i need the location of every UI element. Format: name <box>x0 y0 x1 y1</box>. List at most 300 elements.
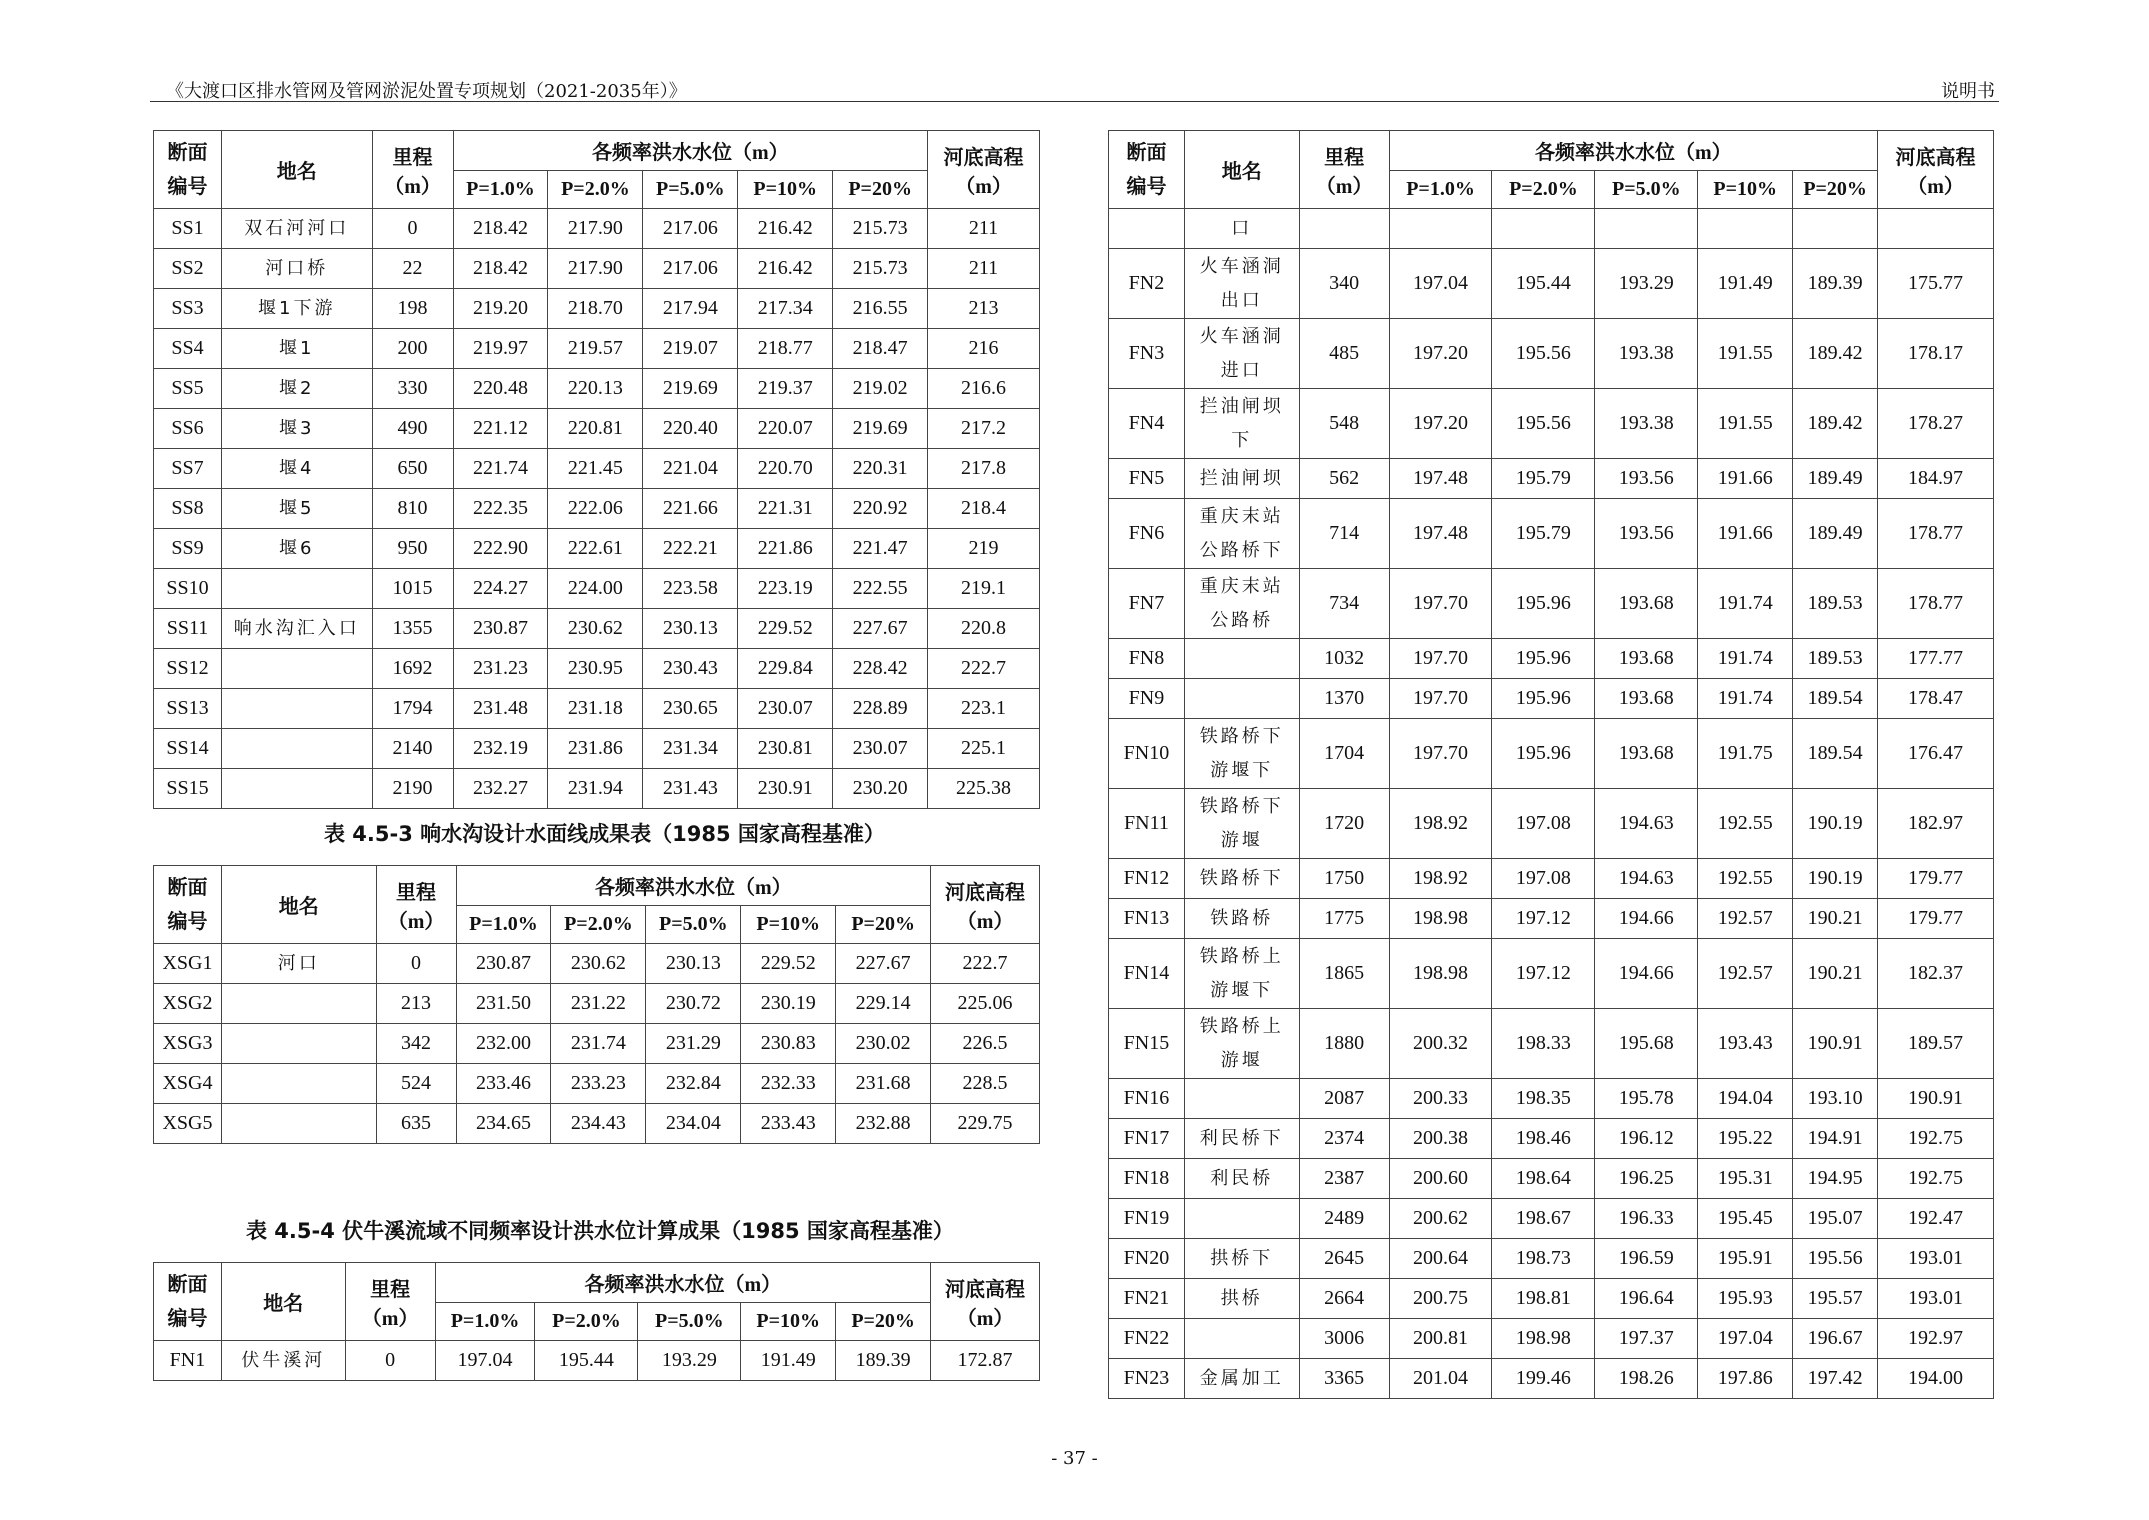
cell-value: 219.97 <box>453 329 548 369</box>
header-p20: P=20% <box>1793 171 1878 209</box>
cell-section: SS3 <box>154 289 222 329</box>
cell-value: 195.93 <box>1698 1279 1793 1319</box>
table-row <box>1109 249 1994 319</box>
cell-section: FN19 <box>1109 1199 1185 1239</box>
cell-value: 198.64 <box>1492 1159 1595 1199</box>
table-row <box>1109 939 1994 1009</box>
cell-value: 200.62 <box>1389 1199 1492 1239</box>
cell-value: 1015 <box>372 569 453 609</box>
cell-value: 191.66 <box>1698 499 1793 569</box>
cell-value: 222.61 <box>548 529 643 569</box>
cell-place <box>221 769 372 809</box>
cell-value: 342 <box>376 1024 456 1064</box>
header-level-group: 各频率洪水水位（m） <box>453 131 928 171</box>
header-p20: P=20% <box>833 171 928 209</box>
cell-value: 200.38 <box>1389 1119 1492 1159</box>
cell-value: 193.68 <box>1595 679 1698 719</box>
cell-value: 1720 <box>1299 789 1389 859</box>
cell-place <box>1184 1079 1299 1119</box>
cell-section <box>1109 209 1185 249</box>
header-p5: P=5.0% <box>1595 171 1698 209</box>
table-row <box>154 769 1040 809</box>
cell-section: FN22 <box>1109 1319 1185 1359</box>
table-row <box>1109 499 1994 569</box>
cell-value: 216.42 <box>738 249 833 289</box>
table-row <box>1109 789 1994 859</box>
cell-value: 195.68 <box>1595 1009 1698 1079</box>
cell-value: 192.75 <box>1878 1159 1994 1199</box>
cell-value: 194.95 <box>1793 1159 1878 1199</box>
cell-value: 221.47 <box>833 529 928 569</box>
header-bed-label: 河底高程 <box>1895 146 1976 169</box>
cell-value: 198.33 <box>1492 1009 1595 1079</box>
cell-value: 0 <box>372 209 453 249</box>
cell-value: 230.62 <box>551 944 646 984</box>
cell-value: 220.13 <box>548 369 643 409</box>
cell-value: 191.66 <box>1698 459 1793 499</box>
cell-value: 192.97 <box>1878 1319 1994 1359</box>
table-row <box>1109 1119 1994 1159</box>
cell-value: 197.48 <box>1389 499 1492 569</box>
cell-value: 192.75 <box>1878 1119 1994 1159</box>
cell-value: 3006 <box>1299 1319 1389 1359</box>
header-p10: P=10% <box>1698 171 1793 209</box>
cell-section: XSG1 <box>154 944 222 984</box>
cell-value: 193.38 <box>1595 319 1698 389</box>
cell-section: FN2 <box>1109 249 1185 319</box>
table-row <box>154 1064 1040 1104</box>
cell-value: 562 <box>1299 459 1389 499</box>
header-p1: P=1.0% <box>453 171 548 209</box>
table-row <box>1109 1159 1994 1199</box>
cell-value: 198.73 <box>1492 1239 1595 1279</box>
cell-value: 223.1 <box>928 689 1040 729</box>
table-fn1-water-levels <box>153 1262 1040 1381</box>
cell-value: 218.77 <box>738 329 833 369</box>
cell-value: 193.68 <box>1595 639 1698 679</box>
cell-value: 2387 <box>1299 1159 1389 1199</box>
cell-value: 950 <box>372 529 453 569</box>
cell-value: 231.50 <box>456 984 551 1024</box>
table-row <box>1109 1009 1994 1079</box>
cell-section: FN20 <box>1109 1239 1185 1279</box>
table-fn-water-levels <box>1108 130 1994 1399</box>
cell-section: SS6 <box>154 409 222 449</box>
cell-value: 194.66 <box>1595 899 1698 939</box>
cell-place: 利民桥 <box>1184 1159 1299 1199</box>
cell-section: FN8 <box>1109 639 1185 679</box>
cell-section: SS10 <box>154 569 222 609</box>
cell-value: 1865 <box>1299 939 1389 1009</box>
header-p2: P=2.0% <box>535 1303 638 1341</box>
cell-value: 197.86 <box>1698 1359 1793 1399</box>
cell-place: 拦油闸坝 <box>1184 459 1299 499</box>
cell-value: 734 <box>1299 569 1389 639</box>
cell-value: 231.86 <box>548 729 643 769</box>
header-p2: P=2.0% <box>548 171 643 209</box>
table-row <box>154 369 1040 409</box>
cell-value: 490 <box>372 409 453 449</box>
cell-value: 215.73 <box>833 249 928 289</box>
cell-value: 195.44 <box>1492 249 1595 319</box>
cell-place <box>221 1024 376 1064</box>
cell-value: 22 <box>372 249 453 289</box>
cell-value: 218.4 <box>928 489 1040 529</box>
cell-value: 2664 <box>1299 1279 1389 1319</box>
header-mileage <box>1299 131 1389 209</box>
cell-section: XSG3 <box>154 1024 222 1064</box>
cell-value: 232.00 <box>456 1024 551 1064</box>
header-bed <box>928 131 1040 209</box>
cell-value: 224.27 <box>453 569 548 609</box>
cell-value: 221.74 <box>453 449 548 489</box>
table-row <box>1109 389 1994 459</box>
table-row <box>1109 859 1994 899</box>
cell-value: 231.29 <box>646 1024 741 1064</box>
cell-value: 198.35 <box>1492 1079 1595 1119</box>
cell-value: 230.91 <box>738 769 833 809</box>
cell-value: 330 <box>372 369 453 409</box>
cell-value: 192.57 <box>1698 899 1793 939</box>
cell-value: 1794 <box>372 689 453 729</box>
table-row <box>154 489 1040 529</box>
cell-value: 340 <box>1299 249 1389 319</box>
cell-place: 堰4 <box>221 449 372 489</box>
header-mileage-unit: （m） <box>387 910 445 933</box>
cell-value: 231.23 <box>453 649 548 689</box>
cell-place <box>1184 639 1299 679</box>
cell-value: 217.8 <box>928 449 1040 489</box>
cell-place <box>1184 679 1299 719</box>
cell-place: 拦油闸坝下 <box>1184 389 1299 459</box>
cell-value: 222.90 <box>453 529 548 569</box>
cell-value: 189.53 <box>1793 639 1878 679</box>
header-bed-label: 河底高程 <box>945 881 1026 904</box>
cell-value: 191.74 <box>1698 569 1793 639</box>
cell-value: 196.12 <box>1595 1119 1698 1159</box>
cell-value: 213 <box>928 289 1040 329</box>
cell-value: 200.64 <box>1389 1239 1492 1279</box>
header-section-label: 断面编号 <box>1126 141 1167 198</box>
header-mileage-unit: （m） <box>384 175 441 198</box>
cell-value <box>1698 209 1793 249</box>
cell-value: 218.42 <box>453 249 548 289</box>
cell-value: 192.57 <box>1698 939 1793 1009</box>
table-row <box>154 449 1040 489</box>
table-xsg-water-levels <box>153 865 1040 1144</box>
cell-value: 189.54 <box>1793 679 1878 719</box>
table-row <box>154 409 1040 449</box>
header-level-group: 各频率洪水水位（m） <box>1389 131 1878 171</box>
cell-value: 231.22 <box>551 984 646 1024</box>
cell-value: 230.87 <box>453 609 548 649</box>
header-p10: P=10% <box>741 1303 836 1341</box>
cell-value: 195.96 <box>1492 569 1595 639</box>
cell-value: 225.1 <box>928 729 1040 769</box>
header-mileage-label: 里程 <box>370 1278 411 1301</box>
table-row <box>1109 459 1994 499</box>
cell-value: 190.21 <box>1793 939 1878 1009</box>
cell-place <box>1184 1319 1299 1359</box>
table-row <box>1109 209 1994 249</box>
cell-value: 231.18 <box>548 689 643 729</box>
cell-value: 189.42 <box>1793 319 1878 389</box>
cell-value: 200.33 <box>1389 1079 1492 1119</box>
cell-value: 197.12 <box>1492 899 1595 939</box>
cell-value: 178.47 <box>1878 679 1994 719</box>
cell-place: 响水沟汇入口 <box>221 609 372 649</box>
cell-value: 216.6 <box>928 369 1040 409</box>
header-p20: P=20% <box>836 1303 931 1341</box>
cell-value: 191.55 <box>1698 389 1793 459</box>
cell-place: 铁路桥上游堰 <box>1184 1009 1299 1079</box>
cell-place <box>221 729 372 769</box>
cell-value: 195.56 <box>1492 389 1595 459</box>
cell-value: 213 <box>376 984 456 1024</box>
header-bed <box>931 866 1040 944</box>
cell-value: 1370 <box>1299 679 1389 719</box>
header-section-label: 断面编号 <box>167 1273 208 1330</box>
table-row <box>1109 639 1994 679</box>
cell-value: 220.92 <box>833 489 928 529</box>
cell-section: SS15 <box>154 769 222 809</box>
cell-value: 178.27 <box>1878 389 1994 459</box>
cell-section: FN14 <box>1109 939 1185 1009</box>
cell-value <box>1299 209 1389 249</box>
cell-value: 230.13 <box>643 609 738 649</box>
cell-value: 220.70 <box>738 449 833 489</box>
cell-value: 220.40 <box>643 409 738 449</box>
cell-value: 233.23 <box>551 1064 646 1104</box>
cell-value: 221.04 <box>643 449 738 489</box>
header-p2: P=2.0% <box>1492 171 1595 209</box>
cell-value: 189.54 <box>1793 719 1878 789</box>
cell-section: SS14 <box>154 729 222 769</box>
cell-place: 堰6 <box>221 529 372 569</box>
cell-value: 211 <box>928 249 1040 289</box>
cell-value: 222.06 <box>548 489 643 529</box>
cell-value: 198.98 <box>1389 899 1492 939</box>
cell-value: 200 <box>372 329 453 369</box>
cell-value: 195.96 <box>1492 679 1595 719</box>
cell-value: 193.56 <box>1595 459 1698 499</box>
cell-section: FN5 <box>1109 459 1185 499</box>
cell-value: 230.81 <box>738 729 833 769</box>
cell-value: 197.70 <box>1389 679 1492 719</box>
cell-value: 197.08 <box>1492 789 1595 859</box>
cell-value: 194.63 <box>1595 859 1698 899</box>
cell-value: 220.31 <box>833 449 928 489</box>
table-xsg-caption: 表 4.5-3 响水沟设计水面线成果表（1985 国家高程基准） <box>324 822 885 846</box>
header-bed-unit: （m） <box>1907 175 1964 198</box>
cell-value: 548 <box>1299 389 1389 459</box>
cell-value: 230.87 <box>456 944 551 984</box>
cell-value: 2489 <box>1299 1199 1389 1239</box>
cell-value: 178.17 <box>1878 319 1994 389</box>
cell-value: 191.55 <box>1698 319 1793 389</box>
cell-value: 2645 <box>1299 1239 1389 1279</box>
cell-value: 197.08 <box>1492 859 1595 899</box>
cell-section: FN10 <box>1109 719 1185 789</box>
header-rule <box>150 101 1999 102</box>
header-section <box>154 131 222 209</box>
cell-value <box>1492 209 1595 249</box>
cell-value: 635 <box>376 1104 456 1144</box>
cell-value: 230.83 <box>741 1024 836 1064</box>
cell-value: 2374 <box>1299 1119 1389 1159</box>
cell-value: 177.77 <box>1878 639 1994 679</box>
cell-value: 219.1 <box>928 569 1040 609</box>
cell-value: 195.96 <box>1492 639 1595 679</box>
cell-value: 221.45 <box>548 449 643 489</box>
cell-value: 230.02 <box>836 1024 931 1064</box>
cell-value: 194.66 <box>1595 939 1698 1009</box>
cell-value: 524 <box>376 1064 456 1104</box>
cell-value: 211 <box>928 209 1040 249</box>
cell-value: 1692 <box>372 649 453 689</box>
cell-section: FN1 <box>154 1341 222 1381</box>
cell-section: FN16 <box>1109 1079 1185 1119</box>
cell-value: 195.45 <box>1698 1199 1793 1239</box>
cell-value: 175.77 <box>1878 249 1994 319</box>
cell-value: 195.07 <box>1793 1199 1878 1239</box>
cell-value: 189.57 <box>1878 1009 1994 1079</box>
table-row <box>154 1341 1040 1381</box>
cell-place: 河口 <box>221 944 376 984</box>
cell-value: 193.38 <box>1595 389 1698 459</box>
cell-value: 220.48 <box>453 369 548 409</box>
cell-value: 193.43 <box>1698 1009 1793 1079</box>
cell-value: 179.77 <box>1878 899 1994 939</box>
cell-value: 217.34 <box>738 289 833 329</box>
cell-value: 222.21 <box>643 529 738 569</box>
cell-value: 231.74 <box>551 1024 646 1064</box>
table-row <box>1109 1359 1994 1399</box>
cell-value: 223.19 <box>738 569 833 609</box>
table-row <box>1109 1079 1994 1119</box>
cell-value: 2140 <box>372 729 453 769</box>
cell-value: 233.43 <box>741 1104 836 1144</box>
cell-value: 231.34 <box>643 729 738 769</box>
cell-value: 223.58 <box>643 569 738 609</box>
cell-value: 231.43 <box>643 769 738 809</box>
cell-value: 230.20 <box>833 769 928 809</box>
cell-value: 197.20 <box>1389 389 1492 459</box>
cell-value: 810 <box>372 489 453 529</box>
cell-place: 重庆末站公路桥下 <box>1184 499 1299 569</box>
table-row <box>154 249 1040 289</box>
cell-value: 193.68 <box>1595 569 1698 639</box>
cell-value: 196.59 <box>1595 1239 1698 1279</box>
cell-value: 192.55 <box>1698 789 1793 859</box>
cell-value: 195.56 <box>1793 1239 1878 1279</box>
cell-value: 220.07 <box>738 409 833 449</box>
cell-value: 222.35 <box>453 489 548 529</box>
table-row <box>1109 679 1994 719</box>
cell-value: 230.13 <box>646 944 741 984</box>
table-row <box>154 729 1040 769</box>
cell-value: 200.81 <box>1389 1319 1492 1359</box>
cell-value: 219.69 <box>833 409 928 449</box>
cell-value: 198.67 <box>1492 1199 1595 1239</box>
cell-value: 217.06 <box>643 249 738 289</box>
cell-value: 190.91 <box>1878 1079 1994 1119</box>
cell-place: 堰3 <box>221 409 372 449</box>
header-mileage <box>345 1263 435 1341</box>
cell-value: 191.49 <box>1698 249 1793 319</box>
header-p5: P=5.0% <box>643 171 738 209</box>
cell-value: 485 <box>1299 319 1389 389</box>
cell-value: 197.70 <box>1389 719 1492 789</box>
cell-section: FN21 <box>1109 1279 1185 1319</box>
cell-value: 221.86 <box>738 529 833 569</box>
document-header-label: 说明书 <box>1941 81 1995 102</box>
cell-value: 196.64 <box>1595 1279 1698 1319</box>
cell-value: 198.92 <box>1389 789 1492 859</box>
cell-value: 231.94 <box>548 769 643 809</box>
cell-value: 226.5 <box>931 1024 1040 1064</box>
cell-value: 222.55 <box>833 569 928 609</box>
cell-section: SS1 <box>154 209 222 249</box>
cell-value: 189.39 <box>836 1341 931 1381</box>
header-mileage <box>372 131 453 209</box>
cell-value: 178.77 <box>1878 499 1994 569</box>
cell-value: 200.60 <box>1389 1159 1492 1199</box>
cell-value: 0 <box>376 944 456 984</box>
cell-value: 221.66 <box>643 489 738 529</box>
cell-value: 0 <box>345 1341 435 1381</box>
header-bed-unit: （m） <box>956 910 1014 933</box>
cell-value: 219.69 <box>643 369 738 409</box>
header-p20: P=20% <box>836 906 931 944</box>
cell-value: 230.65 <box>643 689 738 729</box>
cell-value: 200.32 <box>1389 1009 1492 1079</box>
header-section <box>154 1263 222 1341</box>
cell-value: 232.33 <box>741 1064 836 1104</box>
cell-value: 195.57 <box>1793 1279 1878 1319</box>
cell-place: 火车涵洞进口 <box>1184 319 1299 389</box>
cell-section: FN23 <box>1109 1359 1185 1399</box>
table-row <box>154 944 1040 984</box>
cell-value: 218.42 <box>453 209 548 249</box>
cell-value: 196.67 <box>1793 1319 1878 1359</box>
header-level-group: 各频率洪水水位（m） <box>435 1263 931 1303</box>
header-place: 地名 <box>1184 131 1299 209</box>
cell-place <box>221 1104 376 1144</box>
cell-value: 232.19 <box>453 729 548 769</box>
cell-section: FN18 <box>1109 1159 1185 1199</box>
cell-place: 堰2 <box>221 369 372 409</box>
cell-value: 196.25 <box>1595 1159 1698 1199</box>
cell-value: 224.00 <box>548 569 643 609</box>
cell-value: 197.48 <box>1389 459 1492 499</box>
table-row <box>1109 569 1994 639</box>
header-section <box>154 866 222 944</box>
cell-value: 1032 <box>1299 639 1389 679</box>
cell-value: 225.38 <box>928 769 1040 809</box>
cell-value: 216 <box>928 329 1040 369</box>
cell-value: 229.75 <box>931 1104 1040 1144</box>
cell-section: SS2 <box>154 249 222 289</box>
header-mileage <box>376 866 456 944</box>
cell-value <box>1595 209 1698 249</box>
cell-value: 189.39 <box>1793 249 1878 319</box>
table-row <box>154 609 1040 649</box>
cell-value: 193.01 <box>1878 1239 1994 1279</box>
cell-value: 189.42 <box>1793 389 1878 459</box>
table-row <box>154 209 1040 249</box>
cell-value: 197.70 <box>1389 639 1492 679</box>
